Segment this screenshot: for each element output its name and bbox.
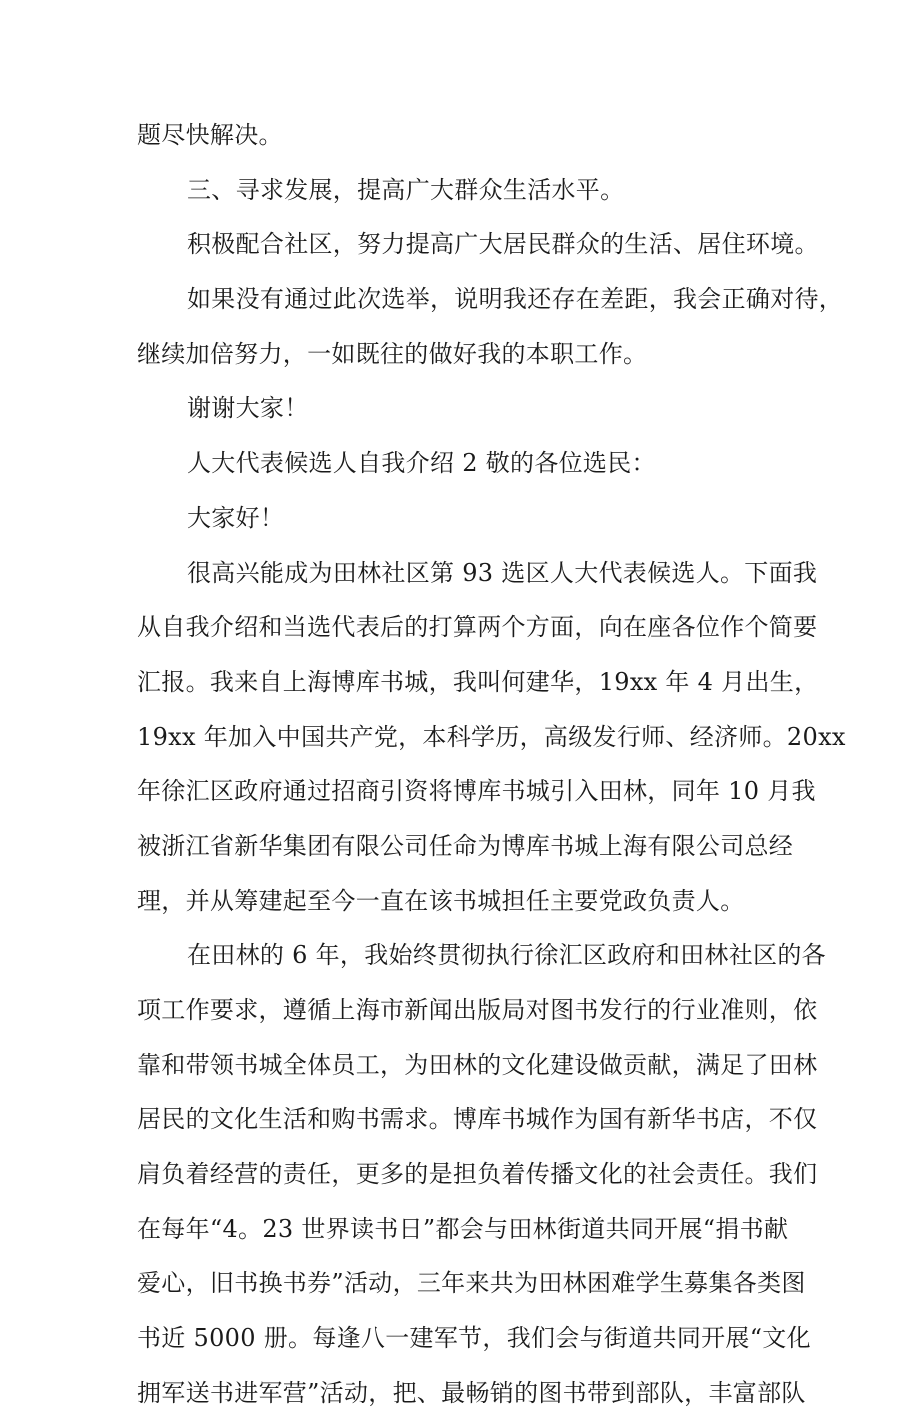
text-line: 居民的文化生活和购书需求。博库书城作为国有新华书店，不仅 — [137, 1105, 818, 1134]
text-line: 很高兴能成为田林社区第 93 选区人大代表候选人。下面我 — [187, 558, 818, 587]
text-line: 理，并从筹建起至今一直在该书城担任主要党政负责人。 — [137, 886, 745, 915]
text-line: 爱心，旧书换书券”活动，三年来共为田林困难学生募集各类图 — [137, 1269, 806, 1298]
text-line: 19xx 年加入中国共产党，本科学历，高级发行师、经济师。20xx — [137, 722, 846, 751]
text-line: 积极配合社区，努力提高广大居民群众的生活、居住环境。 — [187, 230, 819, 259]
text-line: 在田林的 6 年，我始终贯彻执行徐汇区政府和田林社区的各 — [187, 941, 826, 970]
text-line: 汇报。我来自上海博库书城，我叫何建华，19xx 年 4 月出生， — [137, 667, 819, 696]
text-line: 靠和带领书城全体员工，为田林的文化建设做贡献，满足了田林 — [137, 1050, 818, 1079]
text-line: 年徐汇区政府通过招商引资将博库书城引入田林，同年 10 月我 — [137, 777, 816, 806]
text-line: 从自我介绍和当选代表后的打算两个方面，向在座各位作个简要 — [137, 613, 818, 642]
text-line: 在每年“4。23 世界读书日”都会与田林街道共同开展“捐书献 — [137, 1214, 789, 1243]
text-line: 继续加倍努力，一如既往的做好我的本职工作。 — [137, 339, 648, 368]
text-line: 拥军送书进军营”活动，把、最畅销的图书带到部队，丰富部队 — [137, 1378, 806, 1407]
text-line: 肩负着经营的责任，更多的是担负着传播文化的社会责任。我们 — [137, 1160, 818, 1189]
text-line: 被浙江省新华集团有限公司任命为博库书城上海有限公司总经 — [137, 831, 794, 860]
document-body — [137, 108, 846, 1421]
text-line: 大家好！ — [187, 503, 285, 532]
text-line: 谢谢大家！ — [187, 394, 309, 423]
text-line: 项工作要求，遵循上海市新闻出版局对图书发行的行业准则，依 — [137, 996, 818, 1024]
text-line: 如果没有通过此次选举，说明我还存在差距，我会正确对待， — [187, 285, 844, 314]
text-line: 人大代表候选人自我介绍 2 敬的各位选民： — [187, 449, 656, 478]
text-line: 题尽快解决。 — [137, 121, 283, 149]
text-line: 书近 5000 册。每逢八一建军节，我们会与街道共同开展“文化 — [137, 1324, 811, 1353]
text-line: 三、寻求发展，提高广大群众生活水平。 — [187, 175, 625, 204]
